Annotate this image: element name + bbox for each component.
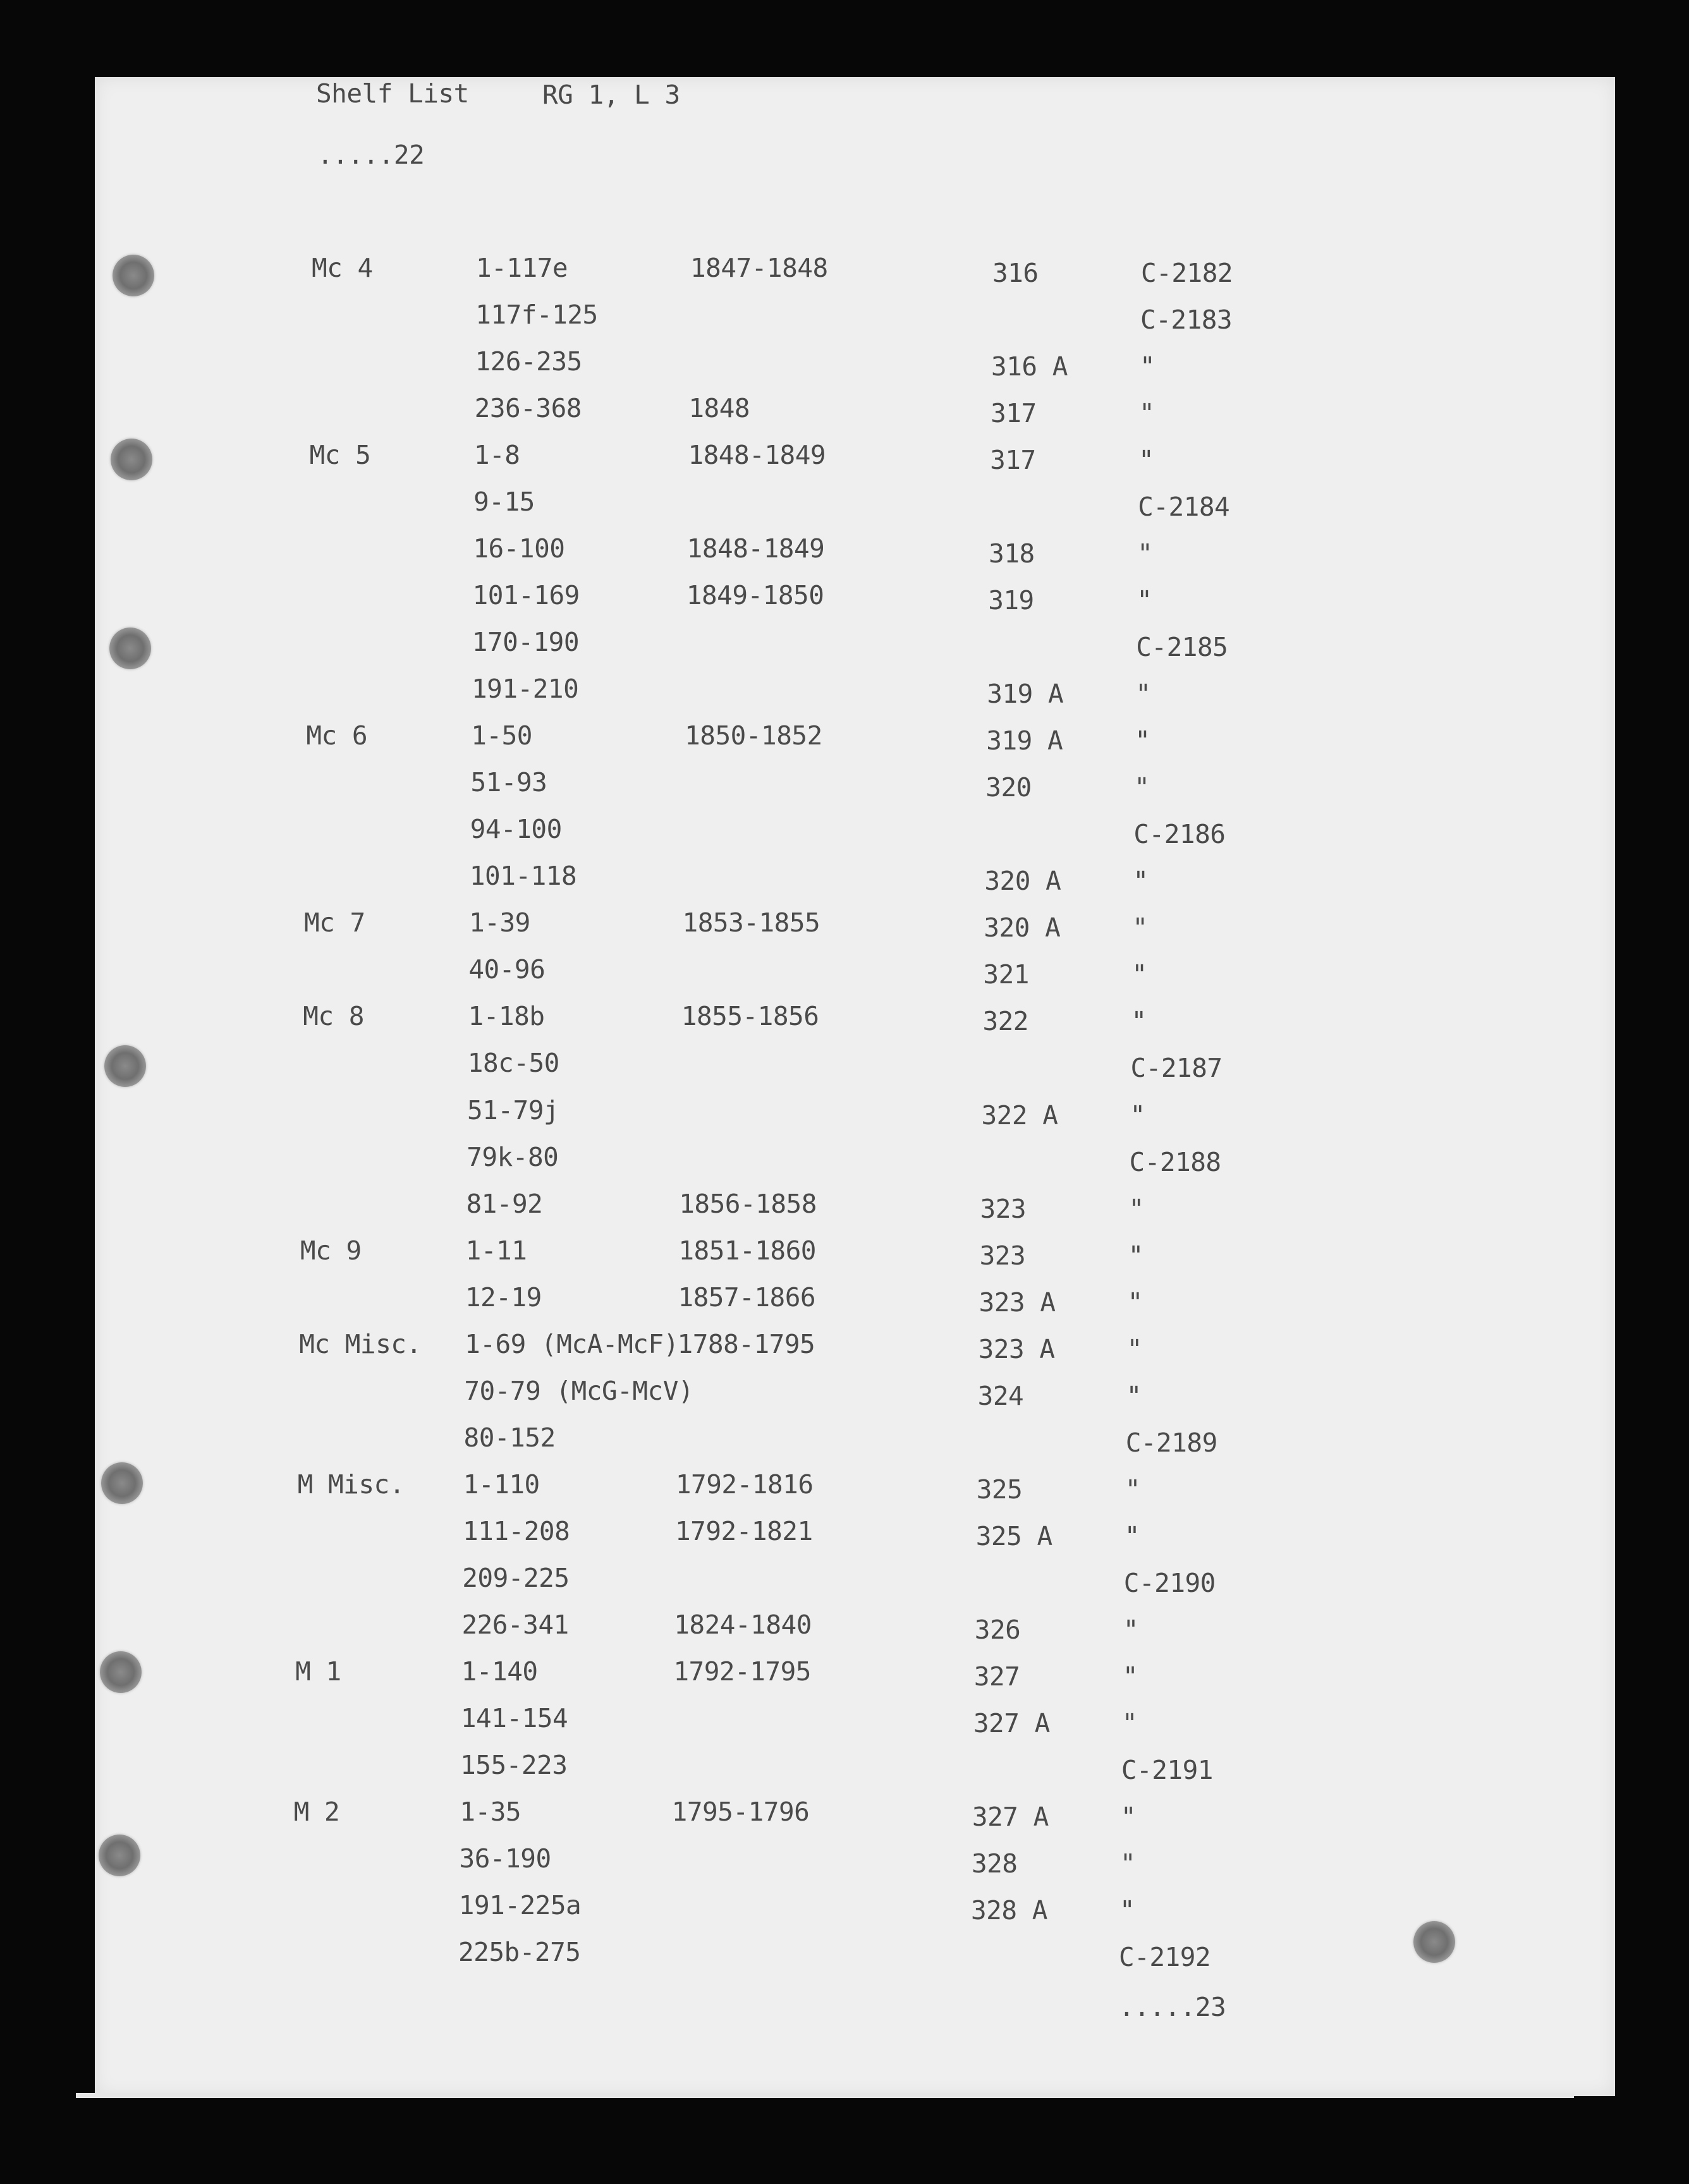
row-volume: 324 — [977, 1380, 1024, 1411]
row-items: 101-169 — [472, 580, 580, 611]
row-series: Mc 9 — [300, 1235, 362, 1266]
row-items: 81-92 — [466, 1188, 543, 1219]
row-items: 170-190 — [472, 627, 580, 658]
row-items: 79k-80 — [466, 1141, 559, 1172]
continued-from: .....22 — [317, 140, 425, 170]
row-volume: 327 A — [973, 1708, 1050, 1738]
row-items: 36-190 — [459, 1843, 551, 1874]
row-volume: 321 — [983, 959, 1029, 990]
row-volume: 328 A — [970, 1895, 1047, 1926]
row-reel: " — [1133, 866, 1149, 897]
binder-hole-icon — [113, 255, 154, 296]
row-items: 1-8 — [473, 440, 520, 471]
row-volume: 320 A — [984, 913, 1061, 943]
row-reel: " — [1131, 959, 1147, 990]
row-items: 18c-50 — [467, 1048, 559, 1079]
row-reel: " — [1121, 1708, 1138, 1738]
row-items: 111-208 — [463, 1515, 570, 1546]
row-items: 101-118 — [469, 861, 577, 892]
row-items: 117f-125 — [475, 300, 598, 331]
row-reel: " — [1138, 445, 1154, 476]
row-reel: C-2186 — [1133, 819, 1226, 850]
row-series: Mc Misc. — [299, 1328, 422, 1359]
row-volume: 318 — [989, 538, 1035, 569]
row-dates: 1856-1858 — [679, 1188, 817, 1219]
row-series: M 1 — [295, 1656, 341, 1687]
row-items: 40-96 — [468, 954, 546, 985]
row-series: M 2 — [293, 1796, 340, 1827]
row-volume: 325 — [976, 1474, 1023, 1505]
row-reel: " — [1128, 1193, 1144, 1224]
row-volume: 323 A — [979, 1287, 1056, 1318]
row-items: 236-368 — [474, 393, 582, 424]
row-reel: C-2190 — [1123, 1567, 1216, 1598]
row-reel: " — [1126, 1333, 1142, 1364]
row-reel: C-2182 — [1141, 258, 1233, 288]
row-items: 155-223 — [460, 1749, 568, 1780]
row-items: 226-341 — [461, 1609, 569, 1640]
row-items: 94-100 — [470, 814, 562, 845]
row-reel: " — [1139, 398, 1155, 429]
row-volume: 316 A — [991, 351, 1068, 382]
binder-hole-icon — [101, 1462, 143, 1504]
row-volume: 319 A — [986, 725, 1063, 756]
row-volume: 323 — [979, 1240, 1026, 1271]
row-series: Mc 7 — [303, 907, 365, 938]
row-dates: 1853-1855 — [682, 907, 820, 938]
row-volume: 323 — [980, 1193, 1027, 1224]
row-reel: " — [1135, 679, 1151, 710]
row-reel: " — [1126, 1380, 1142, 1411]
row-items: 80-152 — [463, 1422, 556, 1453]
row-reel: " — [1119, 1848, 1136, 1879]
row-volume: 328 — [971, 1848, 1018, 1879]
row-reel: C-2188 — [1129, 1146, 1221, 1177]
row-items: 191-210 — [472, 674, 579, 705]
row-items: 1-117e — [476, 253, 568, 283]
row-items: 1-39 — [469, 907, 530, 938]
row-reel: " — [1140, 351, 1155, 382]
row-dates: 1850-1852 — [685, 720, 822, 751]
row-reel: " — [1120, 1801, 1137, 1832]
row-reel: " — [1124, 1520, 1140, 1551]
row-reel: " — [1135, 725, 1150, 756]
row-reel: " — [1137, 538, 1153, 569]
row-reel: " — [1132, 913, 1148, 943]
row-items: 70-79 (McG-McV) — [464, 1375, 694, 1406]
document-page — [95, 77, 1615, 2096]
row-series: Mc 4 — [312, 253, 373, 283]
page-title: Shelf List — [316, 78, 469, 109]
row-items: 1-140 — [461, 1656, 538, 1687]
row-items: 1-69 (McA-McF) — [465, 1328, 679, 1359]
binder-hole-icon — [104, 1045, 146, 1087]
binder-hole-icon — [109, 628, 151, 669]
row-reel: " — [1123, 1614, 1138, 1645]
row-dates: 1848 — [688, 393, 750, 424]
row-volume: 316 — [992, 258, 1039, 288]
row-series: M Misc. — [297, 1469, 405, 1500]
row-dates: 1851-1860 — [678, 1235, 816, 1266]
row-volume: 322 A — [981, 1100, 1058, 1131]
row-reel: C-2184 — [1138, 492, 1230, 523]
row-items: 1-110 — [463, 1469, 540, 1500]
row-reel: " — [1127, 1287, 1143, 1318]
row-reel: C-2189 — [1125, 1427, 1217, 1458]
row-dates: 1788-1795 — [677, 1328, 815, 1359]
row-volume: 317 — [990, 445, 1036, 476]
binder-hole-icon — [99, 1835, 140, 1876]
row-volume: 327 A — [972, 1801, 1049, 1832]
row-reel: " — [1119, 1895, 1135, 1926]
row-reel: " — [1134, 772, 1150, 803]
row-dates: 1848-1849 — [686, 533, 825, 564]
row-dates: 1792-1795 — [673, 1656, 811, 1687]
row-items: 209-225 — [462, 1562, 570, 1593]
row-dates: 1792-1816 — [675, 1469, 814, 1500]
row-dates: 1855-1856 — [681, 1001, 819, 1032]
binder-hole-icon — [100, 1651, 142, 1693]
row-items: 191-225a — [458, 1890, 582, 1920]
row-reel: " — [1122, 1661, 1138, 1692]
row-volume: 320 A — [984, 866, 1061, 897]
row-items: 1-50 — [471, 720, 532, 751]
row-reel: C-2183 — [1140, 305, 1233, 336]
row-reel: C-2187 — [1130, 1053, 1223, 1084]
row-series: Mc 5 — [309, 440, 371, 471]
row-reel: " — [1125, 1474, 1140, 1505]
row-dates: 1848-1849 — [688, 440, 826, 471]
row-items: 16-100 — [473, 533, 565, 564]
row-items: 1-35 — [460, 1796, 521, 1827]
record-group-ref: RG 1, L 3 — [542, 80, 680, 110]
row-dates: 1795-1796 — [671, 1796, 810, 1827]
row-dates: 1824-1840 — [674, 1609, 812, 1640]
row-dates: 1857-1866 — [678, 1282, 816, 1313]
row-dates: 1847-1848 — [690, 253, 828, 283]
row-volume: 319 A — [987, 679, 1064, 710]
page-bottom-edge — [76, 2093, 1574, 2098]
row-items: 1-11 — [465, 1235, 527, 1266]
row-volume: 327 — [973, 1661, 1020, 1692]
row-reel: C-2191 — [1121, 1754, 1213, 1785]
row-items: 225b-275 — [458, 1937, 581, 1967]
row-dates: 1792-1821 — [675, 1515, 813, 1546]
row-volume: 323 A — [978, 1333, 1055, 1364]
row-volume: 320 — [985, 772, 1032, 803]
row-volume: 317 — [991, 398, 1037, 429]
row-reel: C-2192 — [1119, 1942, 1211, 1972]
row-series: Mc 6 — [306, 720, 368, 751]
row-items: 1-18b — [468, 1001, 545, 1032]
row-items: 126-235 — [475, 346, 582, 377]
row-reel: " — [1130, 1100, 1145, 1131]
row-items: 12-19 — [465, 1282, 542, 1313]
binder-hole-icon — [111, 439, 152, 480]
binder-hole-icon — [1413, 1921, 1455, 1963]
row-reel: " — [1128, 1240, 1143, 1271]
row-reel: " — [1137, 585, 1152, 616]
row-items: 141-154 — [460, 1702, 568, 1733]
row-volume: 319 — [988, 585, 1034, 616]
row-items: 51-93 — [470, 767, 547, 798]
row-reel: C-2185 — [1136, 632, 1228, 663]
row-items: 51-79j — [467, 1095, 559, 1125]
row-dates: 1849-1850 — [686, 580, 824, 611]
row-items: 9-15 — [473, 487, 535, 518]
row-volume: 325 A — [975, 1520, 1052, 1551]
row-reel: " — [1131, 1006, 1147, 1037]
continued-to: .....23 — [1119, 1992, 1226, 2022]
row-series: Mc 8 — [303, 1001, 364, 1032]
row-volume: 326 — [974, 1614, 1021, 1645]
row-volume: 322 — [982, 1006, 1028, 1037]
